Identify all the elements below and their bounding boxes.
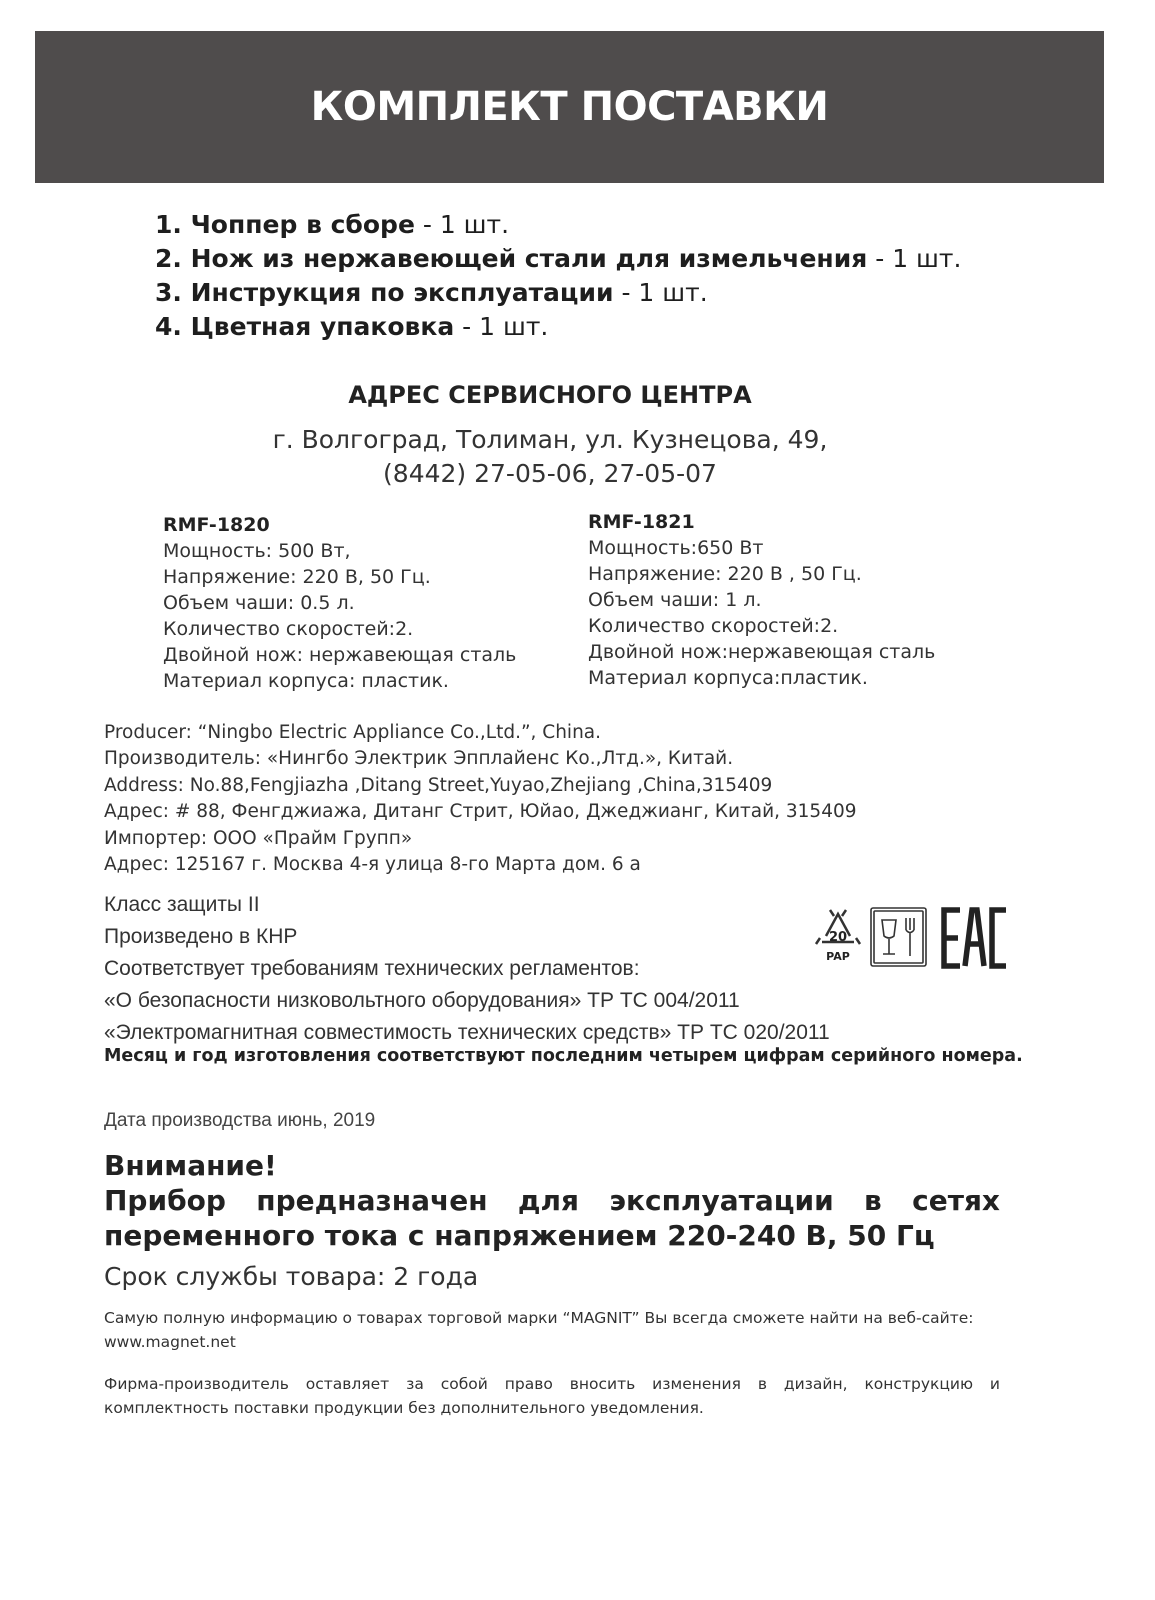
producer-line: Address: No.88,Fengjiazha ,Ditang Street,Yuyao,Zhejiang ,China,315409 (104, 774, 773, 796)
eac-mark-icon (944, 910, 1006, 966)
kit-item-qty: - 1 шт. (454, 312, 549, 341)
producer-line: Импортер: ООО «Прайм Групп» (104, 827, 413, 849)
website-info-line: Самую полную информацию о товарах торговой марки “MAGNIT” Вы всегда сможете найти на веб-сайте: (104, 1309, 974, 1327)
service-center-phones: (8442) 27-05-06, 27-05-07 (383, 459, 717, 488)
kit-item-name: 4. Цветная упаковка (155, 312, 455, 341)
disclaimer (104, 1372, 1000, 1420)
kit-item-name: 3. Инструкция по эксплуатации (155, 278, 614, 307)
producer-line: Производитель: «Нингбо Электрик Эпплайенс Ко.,Лтд.», Китай. (104, 748, 734, 770)
recycle-number: 20 (828, 930, 848, 945)
spec-line: Двойной нож:нержавеющая сталь (588, 641, 936, 663)
attention-line: Прибор предназначен для эксплуатации в сетях (104, 1184, 1000, 1217)
list-item (155, 310, 961, 344)
attention-line: переменного тока с напряжением 220-240 В, 50 Гц (104, 1219, 935, 1252)
kit-item-name: 2. Нож из нержавеющей стали для измельчения (155, 244, 868, 273)
kit-item-qty: - 1 шт. (613, 278, 708, 307)
compliance-line: Соответствует требованиям технических регламентов: (104, 957, 640, 980)
list-item (155, 276, 961, 310)
spec-model: RMF-1820 (163, 514, 270, 536)
attention-block (104, 1148, 1000, 1253)
kit-list (155, 208, 961, 344)
spec-line: Двойной нож: нержавеющая сталь (163, 644, 517, 666)
producer-line: Producer: “Ningbo Electric Appliance Co.,Ltd.”, China. (104, 722, 602, 743)
spec-line: Количество скоростей:2. (588, 615, 839, 637)
recycle-code: PAP (826, 950, 850, 963)
list-item (155, 208, 961, 242)
spec-line: Мощность:650 Вт (588, 537, 764, 559)
spec-line: Материал корпуса: пластик. (163, 670, 449, 692)
kit-item-qty: - 1 шт. (414, 210, 510, 239)
spec-line: Количество скоростей:2. (163, 618, 414, 640)
website-url: www.magnet.net (104, 1333, 236, 1351)
spec-block-rmf-1821 (588, 509, 935, 691)
certification-marks (808, 900, 1008, 980)
producer-info (104, 720, 857, 878)
spec-line: Объем чаши: 0.5 л. (163, 592, 355, 614)
kit-item-name: 1. Чоппер в сборе (155, 210, 415, 239)
compliance-line: «О безопасности низковольтного оборудования» ТР ТС 004/2011 (104, 989, 740, 1012)
spec-line: Напряжение: 220 В , 50 Гц. (588, 563, 862, 585)
manufacture-date-note: Месяц и год изготовления соответствуют последним четырем цифрам серийного номера. (104, 1046, 1023, 1066)
compliance-line: Класс защиты II (104, 893, 260, 916)
spec-line: Объем чаши: 1 л. (588, 589, 762, 611)
disclaimer-line: комплектность поставки продукции без дополнительного уведомления. (104, 1399, 704, 1417)
spec-line: Мощность: 500 Вт, (163, 540, 351, 562)
producer-line: Адрес: 125167 г. Москва 4-я улица 8-го Марта дом. 6 а (104, 854, 641, 876)
attention-title: Внимание! (104, 1149, 277, 1182)
website-info (104, 1306, 1000, 1354)
service-center-address: г. Волгоград, Толиман, ул. Кузнецова, 49, (272, 425, 828, 454)
certification-marks-svg (808, 900, 1008, 980)
spec-line: Напряжение: 220 В, 50 Гц. (163, 566, 431, 588)
disclaimer-line: Фирма-производитель оставляет за собой право вносить изменения в дизайн, конструкцию и (104, 1375, 1000, 1393)
compliance-line: Произведено в КНР (104, 925, 298, 948)
list-item (155, 242, 961, 276)
glass-fork-icon (871, 908, 926, 966)
kit-item-qty: - 1 шт. (867, 244, 962, 273)
spec-line: Материал корпуса:пластик. (588, 667, 868, 689)
compliance-info (104, 889, 830, 1049)
page-title: КОМПЛЕКТ ПОСТАВКИ (310, 84, 829, 130)
spec-model: RMF-1821 (588, 511, 695, 533)
production-date: Дата производства июнь, 2019 (104, 1110, 376, 1131)
spec-block-rmf-1820 (163, 512, 516, 694)
service-life: Срок службы товара: 2 года (104, 1262, 479, 1291)
header-banner (35, 31, 1104, 183)
compliance-line: «Электромагнитная совместимость технических средств» ТР ТС 020/2011 (104, 1021, 830, 1044)
producer-line: Адрес: # 88, Фенгджиажа, Дитанг Стрит, Юйао, Джеджианг, Китай, 315409 (104, 801, 857, 823)
service-center-title: АДРЕС СЕРВИСНОГО ЦЕНТРА (348, 381, 752, 409)
